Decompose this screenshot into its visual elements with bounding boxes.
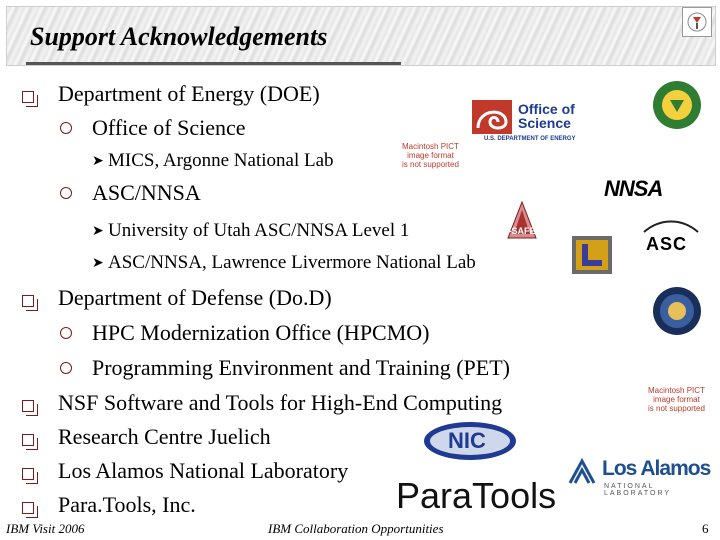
- bullet-circle-icon: [60, 327, 72, 339]
- llnl-logo: [572, 236, 612, 274]
- bullet-arrow-icon: ➤: [92, 224, 104, 239]
- doe-swirl-icon: [472, 100, 512, 134]
- paratools-logo: ParaTools: [396, 475, 557, 516]
- bullet-box-icon: [22, 434, 34, 446]
- slide-title: Support Acknowledgements: [30, 22, 328, 51]
- los-alamos-sub: NATIONAL LABORATORY: [604, 483, 672, 497]
- office-of-science-line1: Office of: [518, 101, 575, 117]
- item-office-science: Office of Science: [92, 115, 246, 140]
- item-dod: Department of Defense (Do.D): [58, 285, 332, 310]
- pict-placeholder: Macintosh PICT image format is not supported: [402, 142, 459, 169]
- csafe-label: C-SAFE: [502, 226, 536, 236]
- item-paratools: Para.Tools, Inc.: [58, 492, 196, 517]
- pict-placeholder: Macintosh PICT image format is not supported: [648, 386, 705, 413]
- footer-center: IBM Collaboration Opportunities: [268, 521, 444, 536]
- item-juelich: Research Centre Juelich: [58, 424, 271, 449]
- bullet-box-icon: [22, 400, 34, 412]
- bullet-box-icon: [22, 502, 34, 514]
- item-nsf: NSF Software and Tools for High-End Computing: [58, 390, 503, 415]
- footer-left: IBM Visit 2006: [6, 521, 85, 536]
- office-of-science-logo: [472, 98, 612, 146]
- bullet-circle-icon: [60, 362, 72, 374]
- nic-label: NIC: [448, 428, 486, 453]
- asc-logo: [642, 216, 700, 258]
- csafe-logo: [500, 200, 544, 244]
- title-underline: [26, 62, 401, 65]
- bullet-box-icon: [22, 468, 34, 480]
- item-lanl: Los Alamos National Laboratory: [58, 458, 349, 483]
- asc-label: ASC: [646, 234, 688, 254]
- bullet-circle-icon: [60, 187, 72, 199]
- page-number: 6: [702, 521, 709, 536]
- office-of-science-line2: Science: [518, 115, 571, 131]
- item-pet: Programming Environment and Training (PET): [92, 355, 510, 380]
- item-asc-nnsa: ASC/NNSA: [92, 180, 201, 205]
- item-llnl: ASC/NNSA, Lawrence Livermore National Lab: [108, 252, 476, 273]
- bullet-circle-icon: [60, 122, 72, 134]
- item-utah: University of Utah ASC/NNSA Level 1: [108, 220, 410, 241]
- item-hpcmo: HPC Modernization Office (HPCMO): [92, 320, 430, 345]
- los-alamos-label: Los Alamos: [602, 457, 711, 480]
- item-mics: MICS, Argonne National Lab: [108, 150, 334, 171]
- nic-logo: [422, 420, 518, 462]
- doe-seal-icon: [652, 80, 702, 130]
- dod-seal-icon: [652, 286, 702, 336]
- nnsa-logo: NNSA: [604, 176, 663, 201]
- item-doe: Department of Energy (DOE): [58, 81, 320, 106]
- bullet-box-icon: [22, 295, 34, 307]
- los-alamos-logo: [566, 455, 716, 495]
- corner-logo-icon: [682, 7, 712, 37]
- bullet-arrow-icon: ➤: [92, 256, 104, 271]
- bullet-box-icon: [22, 91, 34, 103]
- office-of-science-sub: U.S. DEPARTMENT OF ENERGY: [484, 136, 576, 142]
- bullet-arrow-icon: ➤: [92, 154, 104, 169]
